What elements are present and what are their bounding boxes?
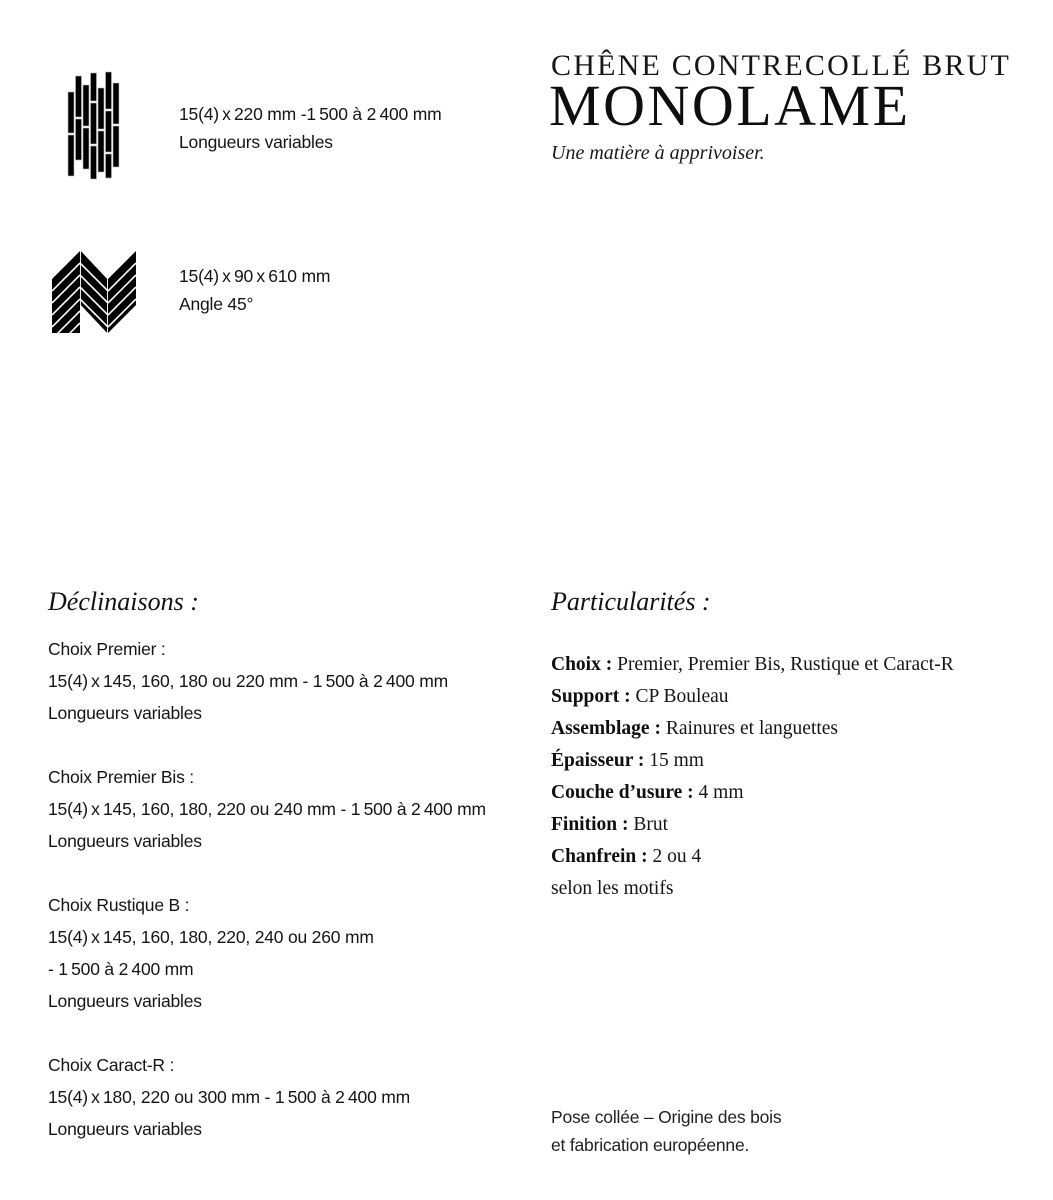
declinaison-line: 15(4) x 180, 220 ou 300 mm - 1 500 à 2 400 mm bbox=[48, 1087, 411, 1107]
spec-label: Support : bbox=[551, 686, 631, 707]
declinaison-line: 15(4) x 145, 160, 180, 220, 240 ou 260 mm bbox=[48, 927, 374, 947]
pattern-1-dimensions: 15(4) x 220 mm -1 500 à 2 400 mm bbox=[179, 104, 442, 124]
spec-row bbox=[551, 841, 1021, 873]
pattern-1-info bbox=[179, 100, 441, 156]
declinaison-name: Choix Premier Bis : bbox=[48, 767, 194, 787]
footer-note bbox=[551, 1103, 781, 1159]
declinaison-name: Choix Caract-R : bbox=[48, 1055, 175, 1075]
declinaison-line: 15(4) x 145, 160, 180, 220 ou 240 mm - 1 500 à 2 400 mm bbox=[48, 799, 486, 819]
particularites-title: Particularités : bbox=[551, 587, 711, 616]
footer-line: et fabrication européenne. bbox=[551, 1135, 750, 1155]
spec-value: 4 mm bbox=[698, 782, 744, 803]
particularites-list bbox=[551, 649, 1021, 905]
spec-value: Rainures et languettes bbox=[665, 718, 839, 739]
product-subtitle: CHÊNE CONTRECOLLÉ BRUT bbox=[551, 49, 1012, 82]
spec-value: 2 ou 4 bbox=[652, 846, 702, 867]
declinaison-line: 15(4) x 145, 160, 180 ou 220 mm - 1 500 à 2 400 mm bbox=[48, 671, 448, 691]
pattern-1-note: Longueurs variables bbox=[179, 132, 333, 152]
declinaison-item bbox=[48, 633, 518, 729]
declinaison-item bbox=[48, 761, 518, 857]
spec-row bbox=[551, 713, 1021, 745]
spec-label: Couche d’usure : bbox=[551, 782, 694, 803]
declinaison-line: Longueurs variables bbox=[48, 831, 202, 851]
declinaison-item bbox=[48, 889, 518, 1017]
pattern-2-info bbox=[179, 262, 330, 318]
spec-value: 15 mm bbox=[649, 750, 704, 771]
pattern-2-note: Angle 45° bbox=[179, 294, 254, 314]
spec-label: Choix : bbox=[551, 654, 613, 675]
declinaisons-title: Déclinaisons : bbox=[48, 587, 199, 616]
declinaison-line: Longueurs variables bbox=[48, 703, 202, 723]
staggered-planks-icon bbox=[66, 70, 122, 182]
spec-row bbox=[551, 649, 1021, 681]
spec-label: Épaisseur : bbox=[551, 750, 645, 771]
spec-label: Chanfrein : bbox=[551, 846, 648, 867]
footer-line: Pose collée – Origine des bois bbox=[551, 1107, 782, 1127]
spec-label: Finition : bbox=[551, 814, 629, 835]
spec-value: Brut bbox=[633, 814, 669, 835]
declinaisons-list bbox=[48, 633, 518, 1177]
declinaison-line: Longueurs variables bbox=[48, 991, 202, 1011]
product-tagline: Une matière à apprivoiser. bbox=[551, 142, 765, 164]
declinaison-name: Choix Premier : bbox=[48, 639, 166, 659]
declinaison-line: Longueurs variables bbox=[48, 1119, 202, 1139]
spec-label: Assemblage : bbox=[551, 718, 661, 739]
product-title: MONOLAME bbox=[549, 73, 911, 138]
spec-value: CP Bouleau bbox=[635, 686, 729, 707]
spec-row bbox=[551, 745, 1021, 777]
spec-value: Premier, Premier Bis, Rustique et Caract-R bbox=[617, 654, 954, 675]
chevron-pattern-icon bbox=[52, 251, 136, 333]
spec-extra: selon les motifs bbox=[551, 878, 674, 899]
spec-row bbox=[551, 809, 1021, 841]
spec-row bbox=[551, 777, 1021, 809]
pattern-2-dimensions: 15(4) x 90 x 610 mm bbox=[179, 266, 331, 286]
declinaison-name: Choix Rustique B : bbox=[48, 895, 190, 915]
spec-row bbox=[551, 681, 1021, 713]
declinaison-line: - 1 500 à 2 400 mm bbox=[48, 959, 194, 979]
declinaison-item bbox=[48, 1049, 518, 1145]
